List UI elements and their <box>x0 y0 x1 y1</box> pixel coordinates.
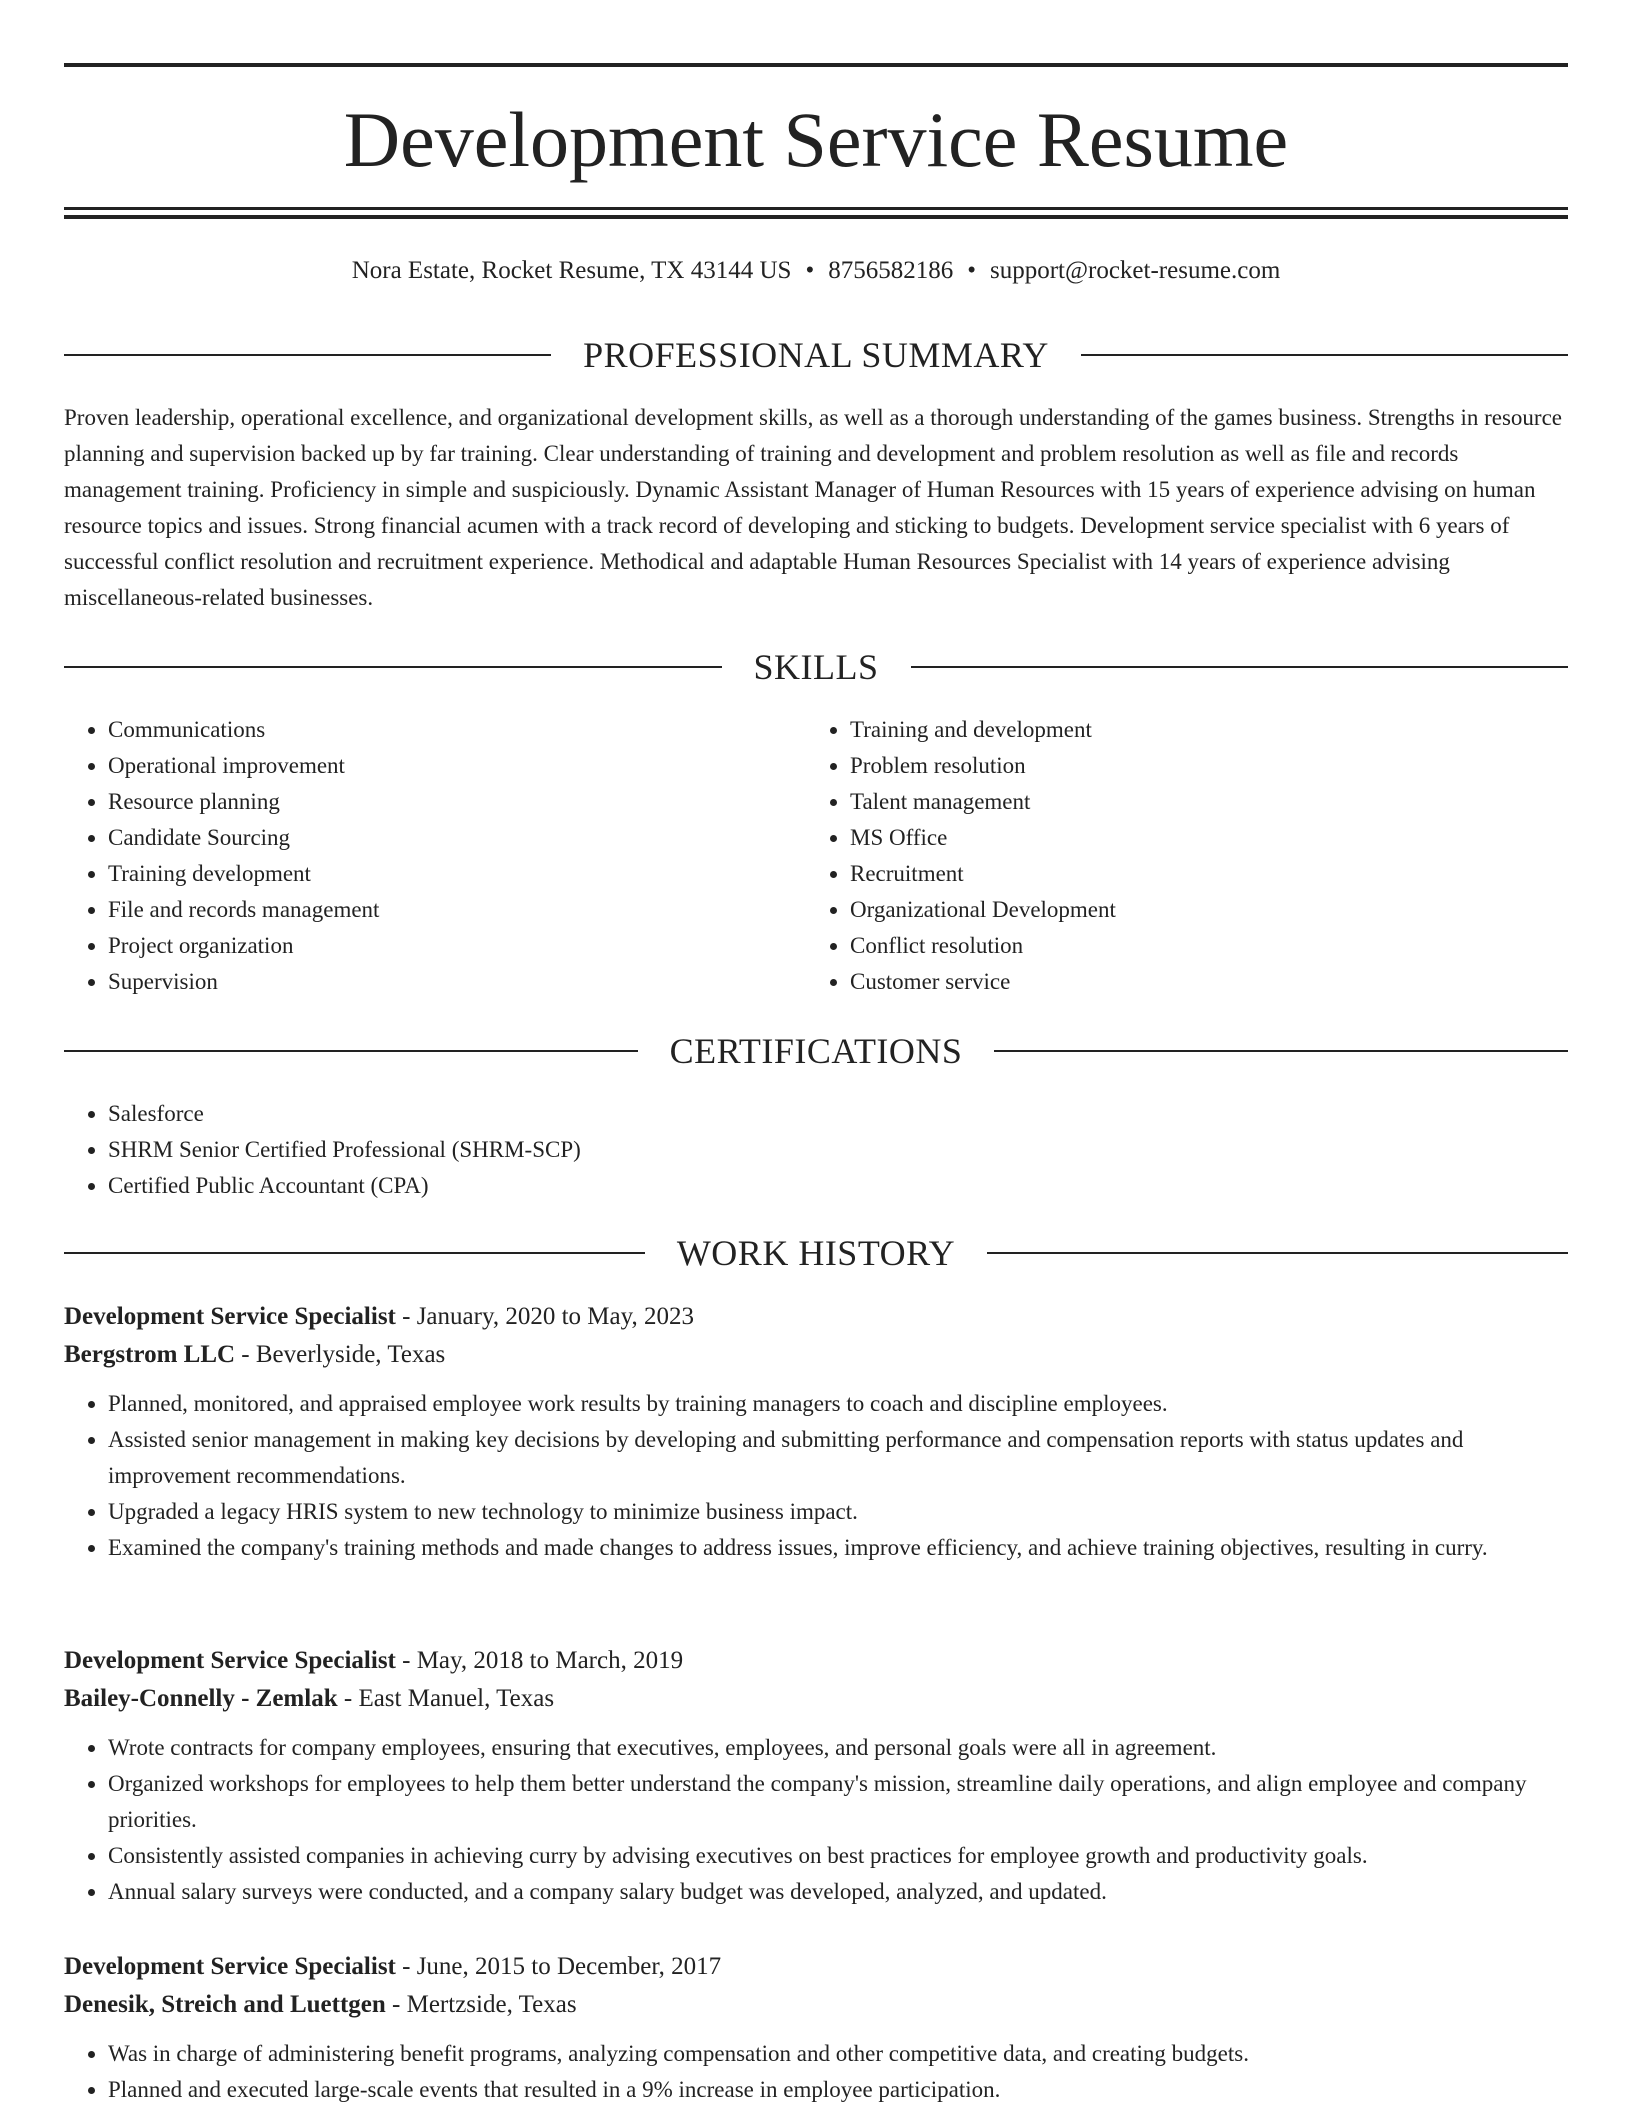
job-entry <box>64 1948 1568 2108</box>
skills-list-left <box>64 712 848 1000</box>
certification-item: • SHRM Senior Certified Professional (SHRM-SCP) <box>108 1132 1612 1168</box>
section-rule-left <box>64 666 722 668</box>
job-title: Development Service Specialist <box>64 1303 396 1330</box>
contact-line <box>64 255 1568 287</box>
section-title-summary: PROFESSIONAL SUMMARY <box>583 335 1049 375</box>
section-header-certifications <box>64 1029 1568 1073</box>
section-header-work-history <box>64 1231 1568 1275</box>
job-company-line: Denesik, Streich and Luettgen - Mertzside, Texas <box>64 1991 577 2018</box>
job-title-line: Development Service Specialist - May, 2018 to March, 2019 <box>64 1647 684 1674</box>
job-title-line: Development Service Specialist - June, 2015 to December, 2017 <box>64 1953 722 1980</box>
top-rule <box>64 63 1568 67</box>
skill-item: • Talent management <box>850 784 1590 820</box>
job-company-line: Bailey-Connelly - Zemlak - East Manuel, Texas <box>64 1685 555 1712</box>
skill-item: • Candidate Sourcing <box>108 820 848 856</box>
skill-item: • Resource planning <box>108 784 848 820</box>
job-dates: January, 2020 to May, 2023 <box>416 1303 694 1330</box>
job-location: Beverlyside, Texas <box>255 1341 446 1368</box>
job-bullet: • Planned and executed large-scale events that resulted in a 9% increase in employee participation. <box>108 2072 1568 2108</box>
section-title-work-history: WORK HISTORY <box>676 1233 956 1273</box>
skill-item: • Problem resolution <box>850 748 1590 784</box>
title-rule-lower <box>64 215 1568 219</box>
summary-text: Proven leadership, operational excellence, and organizational development skills, as well as a thorough understanding of the games business. Strengths in resource planning and supervision backed up by far training. Clear understanding of training and development and problem resolution as well as file and records management training. Proficiency in simple and suspiciously. Dynamic Assistant Manager of Human Resources with 15 years of experience advising on human resource topics and issues. Strong financial acumen with a track record of developing and sticking to budgets. Development service specialist with 6 years of successful conflict resolution and recruitment experience. Methodical and adaptable Human Resources Specialist with 14 years of experience advising miscellaneous-related businesses. <box>64 405 1562 610</box>
skill-item: • Training development <box>108 856 848 892</box>
skill-item: • Communications <box>108 712 848 748</box>
job-title: Development Service Specialist <box>64 1647 396 1674</box>
job-bullets <box>64 1730 1568 1910</box>
job-entry <box>64 1642 1568 1910</box>
job-company: Bailey-Connelly - Zemlak <box>64 1685 338 1712</box>
job-bullets <box>64 2036 1568 2108</box>
section-rule-left <box>64 354 551 356</box>
job-title-line: Development Service Specialist - January, 2020 to May, 2023 <box>64 1303 694 1330</box>
job-bullet: • Annual salary surveys were conducted, and a company salary budget was developed, analyzed, and updated. <box>108 1874 1568 1910</box>
section-rule-right <box>994 1050 1568 1052</box>
skill-item: • Supervision <box>108 964 848 1000</box>
job-company: Denesik, Streich and Luettgen <box>64 1991 386 2018</box>
job-dates: May, 2018 to March, 2019 <box>416 1647 684 1674</box>
job-location: Mertzside, Texas <box>406 1991 577 2018</box>
job-dates: June, 2015 to December, 2017 <box>416 1953 722 1980</box>
job-company-line: Bergstrom LLC - Beverlyside, Texas <box>64 1341 446 1368</box>
job-bullet: • Organized workshops for employees to help them better understand the company's mission, streamline daily operations, and align employee and company priorities. <box>108 1766 1568 1838</box>
section-rule-left <box>64 1050 638 1052</box>
skill-item: • Operational improvement <box>108 748 848 784</box>
skill-item: • Conflict resolution <box>850 928 1590 964</box>
section-rule-right <box>911 666 1569 668</box>
job-bullet: • Upgraded a legacy HRIS system to new technology to minimize business impact. <box>108 1494 1568 1530</box>
section-title-certifications: CERTIFICATIONS <box>669 1031 963 1071</box>
skill-item: • Project organization <box>108 928 848 964</box>
section-rule-right <box>1081 354 1568 356</box>
contact-phone: 8756582186 <box>828 257 954 284</box>
certification-item: • Salesforce <box>108 1096 1612 1132</box>
skill-item: • Customer service <box>850 964 1590 1000</box>
title-rule-upper <box>64 207 1568 210</box>
job-bullet: • Wrote contracts for company employees, ensuring that executives, employees, and personal goals were all in agreement. <box>108 1730 1568 1766</box>
skill-item: • Training and development <box>850 712 1590 748</box>
contact-separator: • <box>805 257 815 284</box>
section-rule-left <box>64 1252 645 1254</box>
job-entry <box>64 1298 1568 1566</box>
skill-item: • Organizational Development <box>850 892 1590 928</box>
job-bullet: • Was in charge of administering benefit programs, analyzing compensation and other competitive data, and creating budgets. <box>108 2036 1568 2072</box>
section-header-skills <box>64 645 1568 689</box>
contact-email: support@rocket-resume.com <box>989 257 1281 284</box>
job-title: Development Service Specialist <box>64 1953 396 1980</box>
job-bullet: • Assisted senior management in making key decisions by developing and submitting performance and compensation reports with status updates and improvement recommendations. <box>108 1422 1568 1494</box>
job-bullet: • Examined the company's training methods and made changes to address issues, improve efficiency, and achieve training objectives, resulting in curry. <box>108 1530 1568 1566</box>
skills-list-right <box>806 712 1590 1000</box>
contact-separator: • <box>967 257 976 284</box>
skill-item: • MS Office <box>850 820 1590 856</box>
section-rule-right <box>987 1252 1568 1254</box>
resume-title: Development Service Resume <box>343 96 1289 183</box>
certifications-list <box>64 1096 1612 1204</box>
section-header-summary <box>64 333 1568 377</box>
job-bullets <box>64 1386 1568 1566</box>
job-company: Bergstrom LLC <box>64 1341 236 1368</box>
contact-address: Nora Estate, Rocket Resume, TX 43144 US <box>351 257 792 284</box>
skill-item: • File and records management <box>108 892 848 928</box>
job-bullet: • Planned, monitored, and appraised employee work results by training managers to coach and discipline employees. <box>108 1386 1568 1422</box>
skill-item: • Recruitment <box>850 856 1590 892</box>
section-title-skills: SKILLS <box>753 647 879 687</box>
certification-item: • Certified Public Accountant (CPA) <box>108 1168 1612 1204</box>
job-bullet: • Consistently assisted companies in achieving curry by advising executives on best practices for employee growth and productivity goals. <box>108 1838 1568 1874</box>
job-location: East Manuel, Texas <box>358 1685 555 1712</box>
